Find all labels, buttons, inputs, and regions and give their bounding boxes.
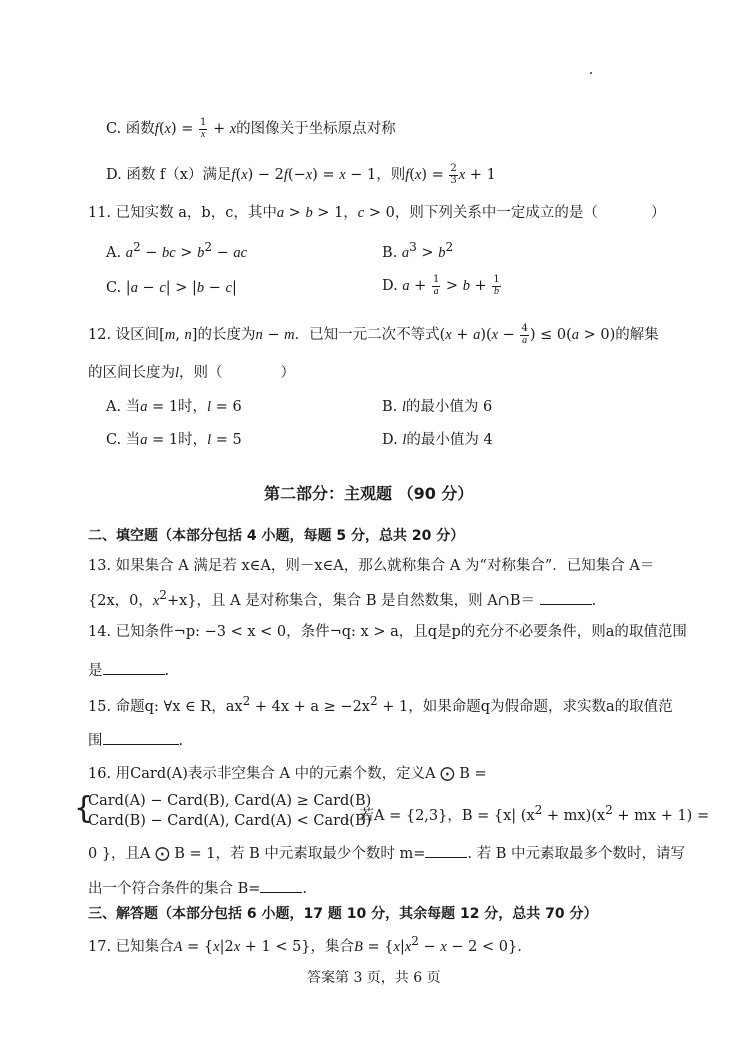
q15-line1-a: 15. 命题q: ∀x ∈ R， <box>88 698 226 715</box>
q16-line1: 16. 用Card(A)表示非空集合 A 中的元素个数，定义A ⨀ B = <box>88 766 487 782</box>
q13-answer-blank[interactable] <box>540 590 592 605</box>
q12-d-pre: D. <box>382 432 398 448</box>
q16-line3-b: . 若 B 中元素取最多个数时，请写 <box>467 846 685 862</box>
q16-set-blank[interactable] <box>260 878 302 893</box>
q17-line: 17. 已知集合A = {x|2x + 1 < 5}，集合$B = \{x|x^2 - x - 2 < 0\}$. <box>88 934 522 955</box>
q16-line4-end: . <box>302 881 308 897</box>
q11-option-a: A. $a^2$ − bc > $b^2$ − ac <box>106 240 248 261</box>
q14-line2-a: 是 <box>88 663 103 679</box>
q11-stem-c: ，则下列关系中一定成立的是（ <box>394 205 598 221</box>
q16-condition-b: = <box>692 807 710 824</box>
q12-close-paren: ） <box>280 365 296 381</box>
q12-stem-c: ．已知一元二次不等式 <box>294 327 440 343</box>
q14-answer-blank[interactable] <box>103 660 165 675</box>
q12-option-b: B. l的最小值为 6 <box>382 399 493 415</box>
part2-title: 第二部分：主观题 （90 分） <box>264 484 474 503</box>
q12-option-c: C. 当a = 1时，l = 5 <box>106 432 242 448</box>
section3-title: 三、解答题（本部分包括 6 小题，17 题 10 分，其余每题 12 分，总共 70 分） <box>88 906 598 922</box>
q16-case1: Card(A) − Card(B), Card(A) ≥ Card(B) <box>88 793 372 809</box>
q15-line1: 15. 命题q: ∀x ∈ R，$ax^2 + 4x + a \ge -2x^2 + 1$，如果命题q为假命题，求实数a的取值范 <box>88 694 673 715</box>
q12-stem-b: 的长度为 <box>197 327 256 343</box>
q13-line2-b: }，且 A 是对称集合，集合 B 是自然数集，则 A∩B＝ <box>187 592 535 609</box>
q10-c-prefix: C. 函数 <box>106 121 155 137</box>
q16-line4-a: 出一个符合条件的集合 B= <box>88 881 261 897</box>
q16-line4 <box>88 878 307 898</box>
q11-b-label: B. <box>382 244 398 261</box>
q11-option-c: C. |a − c| > |b − c| <box>106 280 237 296</box>
q12-line2-b: ，则（ <box>179 365 223 381</box>
q11-d-label: D. <box>382 278 398 294</box>
q12-d-post: 的最小值为 4 <box>406 432 493 448</box>
q13-line2-end: . <box>591 592 597 609</box>
q12-b-pre: B. <box>382 399 398 415</box>
q15-answer-blank[interactable] <box>103 730 179 745</box>
q17-end: . <box>517 938 522 955</box>
q12-a-mid: 时， <box>178 399 208 415</box>
q17-pre: 17. 已知集合 <box>88 938 174 955</box>
q13-line2: {2x，0，$x^2+x$}，且 A 是对称集合，集合 B 是自然数集，则 A∩B＝ . <box>88 588 597 609</box>
q17-mid: ，集合 <box>310 938 355 955</box>
section2-title: 二、填空题（本部分包括 4 小题，每题 5 分，总共 20 分） <box>88 528 465 544</box>
q16-case2: Card(B) − Card(A), Card(A) < Card(B) <box>88 813 372 829</box>
q12-c-pre: C. 当 <box>106 432 141 448</box>
q12-line2-a: 的区间长度为 <box>88 365 175 381</box>
q11-stem-b: ， <box>343 205 358 221</box>
q11-a-label: A. <box>106 244 122 261</box>
q13-line1: 13. 如果集合 A 满足若 x∈A，则－x∈A，那么就称集合 A 为“对称集合”．已知集合 A＝ <box>88 558 655 574</box>
q11-option-b: B. $a^3 > b^2$ <box>382 240 454 261</box>
q16-m-blank[interactable] <box>425 843 467 858</box>
q11-option-d: D. a + $\frac{1}{a}$ > b + $\frac{1}{b}$ <box>382 274 500 297</box>
q16-condition-a: ，若A = {2,3}，B = {x| <box>345 807 517 824</box>
q14-line2-end: . <box>164 663 170 679</box>
q12-stem-line1: 12. 设区间[m, n]的长度为n − m．已知一元二次不等式(x + a)(x − $\frac{4}{a}$ ) ≤ 0(a > 0)的解集 <box>88 323 659 346</box>
q12-c-mid: 时， <box>178 432 208 448</box>
left-brace: { <box>74 791 94 826</box>
q10-c-suffix: 的图像关于坐标原点对称 <box>236 121 396 137</box>
q12-stem-d: 的解集 <box>615 327 659 343</box>
q13-line2-a: {2x，0， <box>88 592 153 609</box>
q16-condition: ，若A = {2,3}，B = {x| $(x^2 + mx)(x^2$ + mx + 1) = <box>345 803 710 824</box>
q12-stem-a: 12. 设区间 <box>88 327 160 343</box>
q11-stem: 11. 已知实数 a，b，c，其中a > b > 1，c > 0，则下列关系中一定成立的是（ <box>88 205 598 221</box>
q16-line3 <box>88 843 685 863</box>
page-footer: 答案第 3 页，共 6 页 <box>307 970 441 986</box>
q11-close-paren: ） <box>651 205 666 221</box>
q14-line2 <box>88 660 169 680</box>
q12-option-a: A. 当a = 1时，l = 6 <box>106 399 242 415</box>
q11-stem-a: 11. 已知实数 a，b，c，其中 <box>88 205 277 221</box>
q10-option-c: C. 函数f(x) = $\frac{1}{x}$ + x的图像关于坐标原点对称 <box>106 117 396 140</box>
q10-d-mid: ，则 <box>376 167 406 183</box>
q10-d-prefix: D. 函数 f（x）满足 <box>106 167 232 183</box>
q16-line3-a: 0 }，且A ⨀ B = 1，若 B 中元素取最少个数时 m= <box>88 846 426 862</box>
q15-line2-end: . <box>178 733 184 749</box>
q10-option-d: D. 函数 f（x）满足f(x) − 2f(−x) = x − 1，则f(x) = $\frac{2}{3}$ x + 1 <box>106 163 496 186</box>
q12-option-d: D. l的最小值为 4 <box>382 432 493 448</box>
q12-a-pre: A. 当 <box>106 399 141 415</box>
q12-b-post: 的最小值为 6 <box>405 399 493 415</box>
scan-speck <box>590 72 592 74</box>
q11-c-label: C. <box>106 280 122 296</box>
q14-line1: 14. 已知条件¬p: −3 < x < 0，条件¬q: x > a，且q是p的充分不必要条件，则a的取值范围 <box>88 624 687 640</box>
q15-line1-b: ，如果命题q为假命题，求实数a的取值范 <box>408 698 673 715</box>
q15-line2-a: 围 <box>88 733 103 749</box>
q12-stem-line2: 的区间长度为l，则（ ） <box>88 365 296 381</box>
q15-line2 <box>88 730 183 750</box>
